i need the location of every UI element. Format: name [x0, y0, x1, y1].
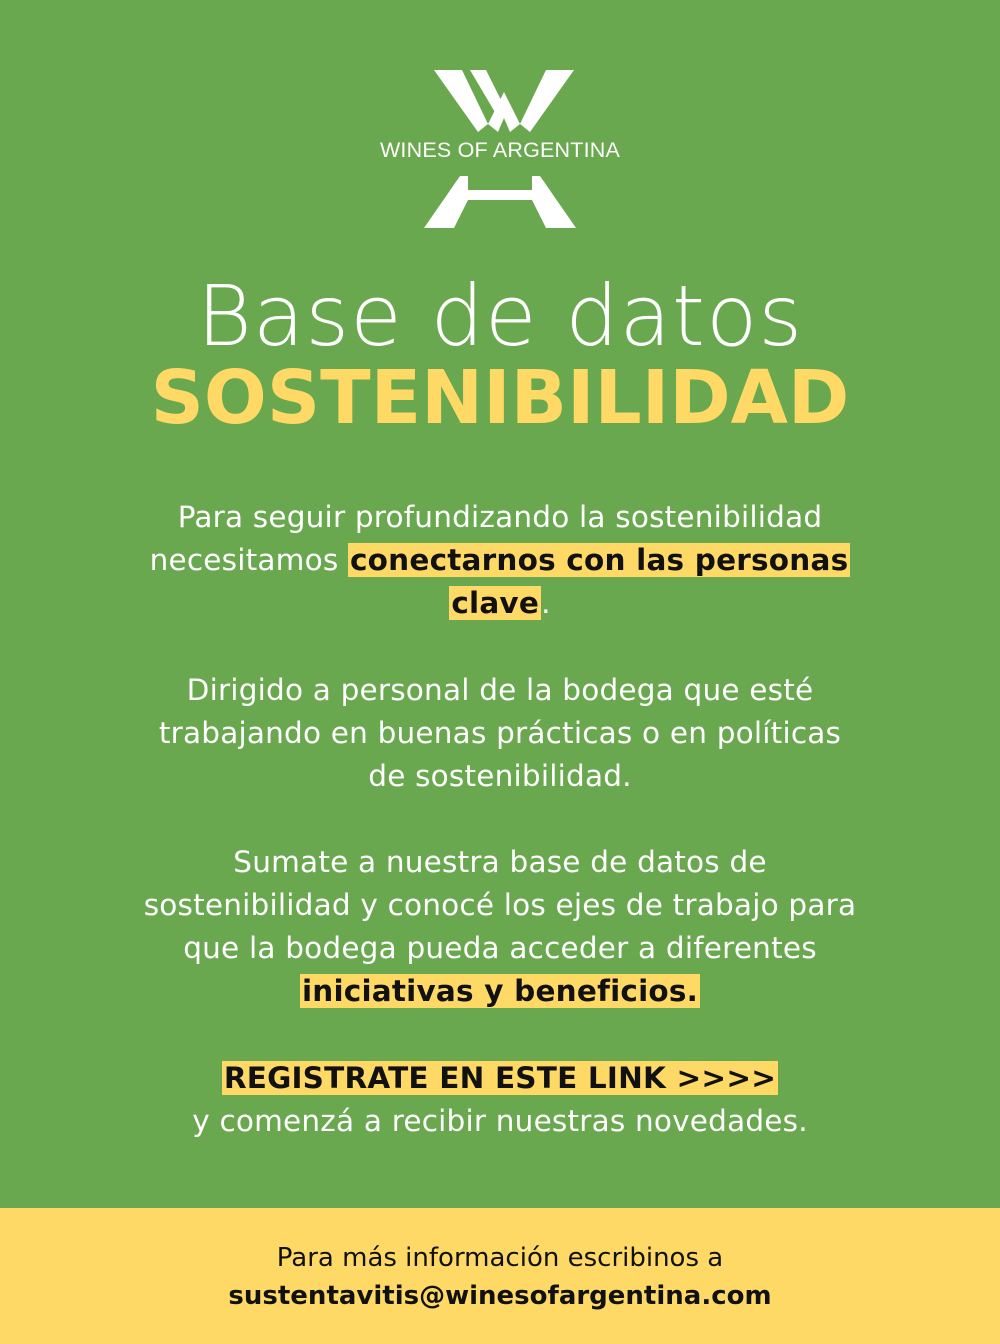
audience-paragraph	[40, 669, 960, 798]
audience-line-2: trabajando en buenas prácticas o en políticas	[158, 716, 842, 750]
page-subtitle: SOSTENIBILIDAD	[150, 355, 850, 441]
intro-highlight-1: conectarnos con las personas	[350, 543, 849, 577]
join-paragraph	[40, 841, 960, 1013]
wines-of-argentina-logo	[370, 62, 630, 234]
register-link[interactable]: REGISTRATE EN ESTE LINK >>>>	[223, 1061, 777, 1095]
intro-line-2	[40, 539, 960, 582]
cta-subtext: y comenzá a recibir nuestras novedades.	[192, 1104, 808, 1138]
join-line-1: Sumate a nuestra base de datos de	[233, 845, 767, 879]
join-line-2: sostenibilidad y conocé los ejes de trabajo para	[143, 888, 857, 922]
cta-line-1	[40, 1057, 960, 1100]
intro-paragraph	[40, 496, 960, 625]
join-highlight: iniciativas y beneficios.	[301, 974, 699, 1008]
footer-email-link[interactable]: sustentavitis@winesofargentina.com	[228, 1281, 772, 1311]
join-line-4	[40, 970, 960, 1013]
footer-banner	[0, 1208, 1000, 1344]
audience-line-3: de sostenibilidad.	[368, 759, 632, 793]
join-line-3: que la bodega pueda acceder a diferentes	[183, 931, 817, 965]
logo-brand-text: WINES OF ARGENTINA	[379, 138, 621, 162]
footer-info-text: Para más información escribinos a	[276, 1243, 724, 1273]
intro-line-3-text: .	[541, 586, 551, 620]
intro-line-1: Para seguir profundizando la sostenibilidad	[177, 500, 823, 534]
page-title: Base de datos	[196, 267, 804, 365]
audience-line-1: Dirigido a personal de la bodega que esté	[186, 673, 814, 707]
intro-line-2-text: necesitamos	[149, 543, 348, 577]
intro-highlight-2: clave	[451, 586, 540, 620]
cta-block	[40, 1057, 960, 1143]
intro-line-3	[40, 582, 960, 625]
